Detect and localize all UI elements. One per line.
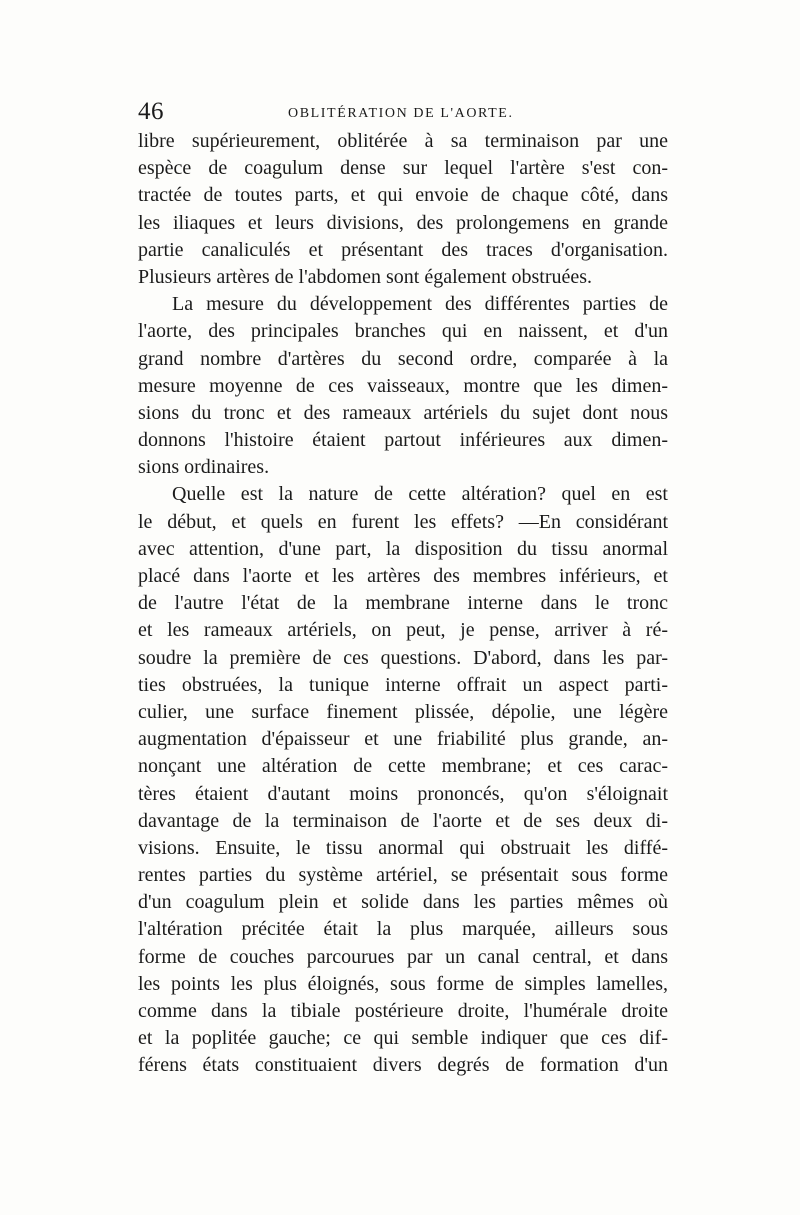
text-line: espèce de coagulum dense sur lequel l'artère s'est con- [138, 157, 668, 180]
text-line: avec attention, d'une part, la disposition du tissu anormal [138, 537, 668, 560]
text-line: les points les plus éloignés, sous forme de simples lamelles, [138, 972, 668, 995]
text-line: comme dans la tibiale postérieure droite, l'humérale droite [138, 1000, 668, 1022]
page-number: 46 [138, 98, 164, 125]
text-line: tractée de toutes parts, et qui envoie de chaque côté, dans [138, 184, 668, 207]
text-line: rentes parties du système artériel, se présentait sous forme [138, 864, 668, 887]
text-line: l'altération précitée était la plus marquée, ailleurs sous [138, 918, 668, 941]
text-line: grand nombre d'artères du second ordre, comparée à la [138, 347, 668, 370]
text-line: culier, une surface finement plissée, dépolie, une légère [138, 700, 668, 723]
text-line: visions. Ensuite, le tissu anormal qui obstruait les diffé- [138, 836, 668, 859]
page-header [138, 92, 668, 132]
body-text [138, 128, 668, 1080]
text-line: forme de couches parcourues par un canal central, et dans [138, 945, 668, 968]
text-line: et les rameaux artériels, on peut, je pense, arriver à ré- [138, 619, 668, 642]
text-line: nonçant une altération de cette membrane; et ces carac- [138, 755, 668, 778]
text-line: libre supérieurement, oblitérée à sa terminaison par une [138, 130, 668, 152]
text-line: donnons l'histoire étaient partout inférieures aux dimen- [138, 429, 668, 452]
text-line: et la poplitée gauche; ce qui semble indiquer que ces dif- [138, 1027, 668, 1050]
text-line: placé dans l'aorte et les artères des membres inférieurs, et [138, 565, 668, 587]
text-line: davantage de la terminaison de l'aorte et de ses deux di- [138, 809, 668, 832]
text-line: sions ordinaires. [138, 456, 270, 479]
paragraph-start-line: Quelle est la nature de cette altération? quel en est [172, 483, 668, 506]
text-line: sions du tronc et des rameaux artériels du sujet dont nous [138, 401, 668, 424]
text-line: tères étaient d'autant moins prononcés, qu'on s'éloignait [138, 782, 668, 805]
paragraph-start-line: La mesure du développement des différentes parties de [172, 293, 668, 316]
running-title: OBLITÉRATION DE L'AORTE. [288, 106, 514, 121]
text-line: ties obstruées, la tunique interne offrait un aspect parti- [138, 673, 668, 696]
text-line: augmentation d'épaisseur et une friabilité plus grande, an- [138, 728, 668, 751]
text-line: l'aorte, des principales branches qui en naissent, et d'un [138, 320, 668, 343]
text-line: partie canaliculés et présentant des traces d'organisation. [138, 238, 668, 261]
text-line: les iliaques et leurs divisions, des prolongemens en grande [138, 211, 668, 234]
text-line: Plusieurs artères de l'abdomen sont également obstruées. [138, 265, 593, 288]
text-line: mesure moyenne de ces vaisseaux, montre que les dimen- [138, 374, 668, 397]
text-line: le début, et quels en furent les effets? —En considérant [138, 510, 668, 533]
text-line: d'un coagulum plein et solide dans les parties mêmes où [138, 891, 668, 914]
text-line: soudre la première de ces questions. D'abord, dans les par- [138, 646, 668, 669]
text-line: de l'autre l'état de la membrane interne dans le tronc [138, 592, 668, 615]
text-line: férens états constituaient divers degrés de formation d'un [138, 1054, 668, 1077]
